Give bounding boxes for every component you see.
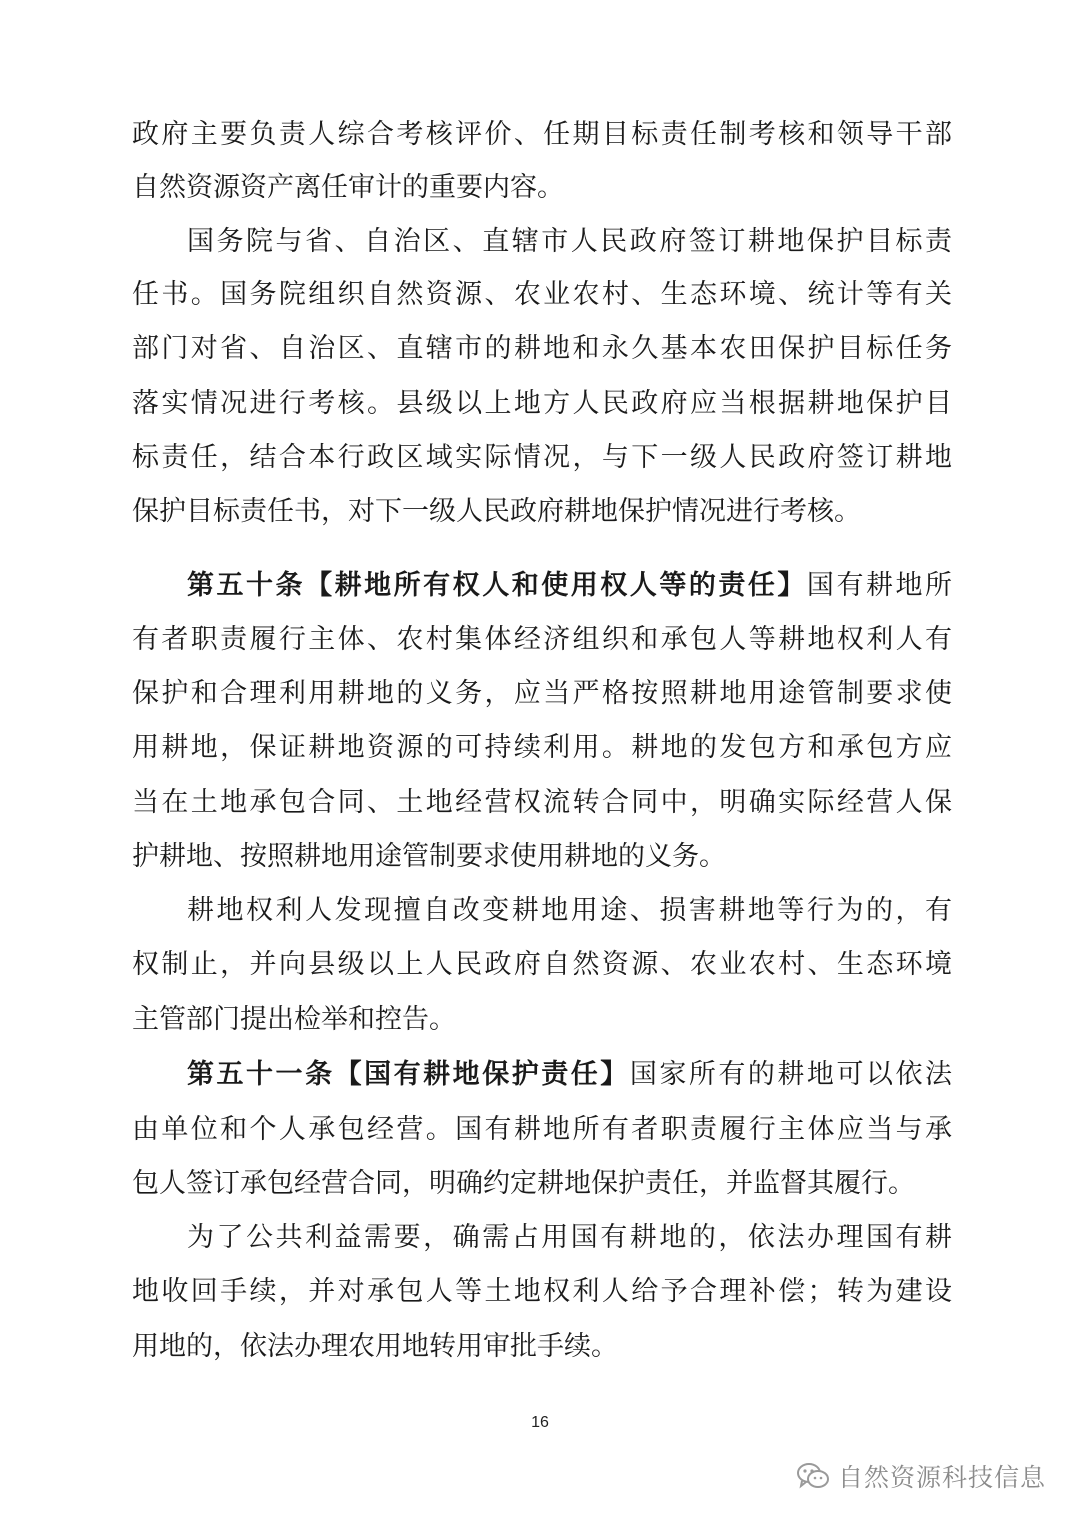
article-51-heading: 第五十一条【国有耕地保护责任】 [187, 1059, 630, 1090]
text-line: 部门对省、自治区、直辖市的耕地和永久基本农田保护目标任务 [132, 333, 952, 364]
article-51-line [187, 1053, 952, 1097]
article-50-heading: 第五十条【耕地所有权人和使用权人等的责任】 [187, 570, 807, 601]
article-50-text: 国有耕地所 [806, 570, 953, 601]
text-line: 任书。国务院组织自然资源、农业农村、生态环境、统计等有关 [132, 279, 952, 310]
text-line: 保护和合理利用耕地的义务，应当严格按照耕地用途管制要求使 [132, 678, 952, 709]
text-line: 主管部门提出检举和控告。 [132, 1004, 456, 1035]
text-line: 由单位和个人承包经营。国有耕地所有者职责履行主体应当与承 [132, 1114, 952, 1145]
text-line: 落实情况进行考核。县级以上地方人民政府应当根据耕地保护目 [132, 388, 952, 419]
article-51-text: 国家所有的耕地可以依法 [629, 1059, 953, 1090]
text-line: 护耕地、按照耕地用途管制要求使用耕地的义务。 [132, 841, 726, 872]
text-line: 标责任，结合本行政区域实际情况，与下一级人民政府签订耕地 [132, 442, 952, 473]
text-line: 有者职责履行主体、农村集体经济组织和承包人等耕地权利人有 [132, 624, 952, 655]
text-line: 包人签订承包经营合同，明确约定耕地保护责任，并监督其履行。 [132, 1168, 915, 1199]
text-line: 权制止，并向县级以上人民政府自然资源、农业农村、生态环境 [132, 949, 952, 980]
text-line: 当在土地承包合同、土地经营权流转合同中，明确实际经营人保 [132, 787, 952, 818]
text-line: 保护目标责任书，对下一级人民政府耕地保护情况进行考核。 [132, 496, 861, 527]
text-line: 为了公共利益需要，确需占用国有耕地的，依法办理国有耕 [187, 1222, 952, 1253]
text-line: 政府主要负责人综合考核评价、任期目标责任制考核和领导干部 [132, 119, 952, 150]
text-line: 用地的，依法办理农用地转用审批手续。 [132, 1331, 618, 1362]
watermark-text: 自然资源科技信息 [837, 1463, 1046, 1492]
text-line: 自然资源资产离任审计的重要内容。 [132, 172, 564, 203]
text-line: 用耕地，保证耕地资源的可持续利用。耕地的发包方和承包方应 [132, 732, 952, 763]
text-line: 耕地权利人发现擅自改变耕地用途、损害耕地等行为的，有 [187, 895, 952, 926]
page-number: 16 [531, 1414, 549, 1431]
text-line: 国务院与省、自治区、直辖市人民政府签订耕地保护目标责 [187, 226, 952, 257]
watermark [796, 1456, 1046, 1496]
text-line: 地收回手续，并对承包人等土地权利人给予合理补偿；转为建设 [132, 1276, 952, 1307]
article-50-line [187, 564, 952, 608]
wechat-icon [796, 1461, 830, 1491]
